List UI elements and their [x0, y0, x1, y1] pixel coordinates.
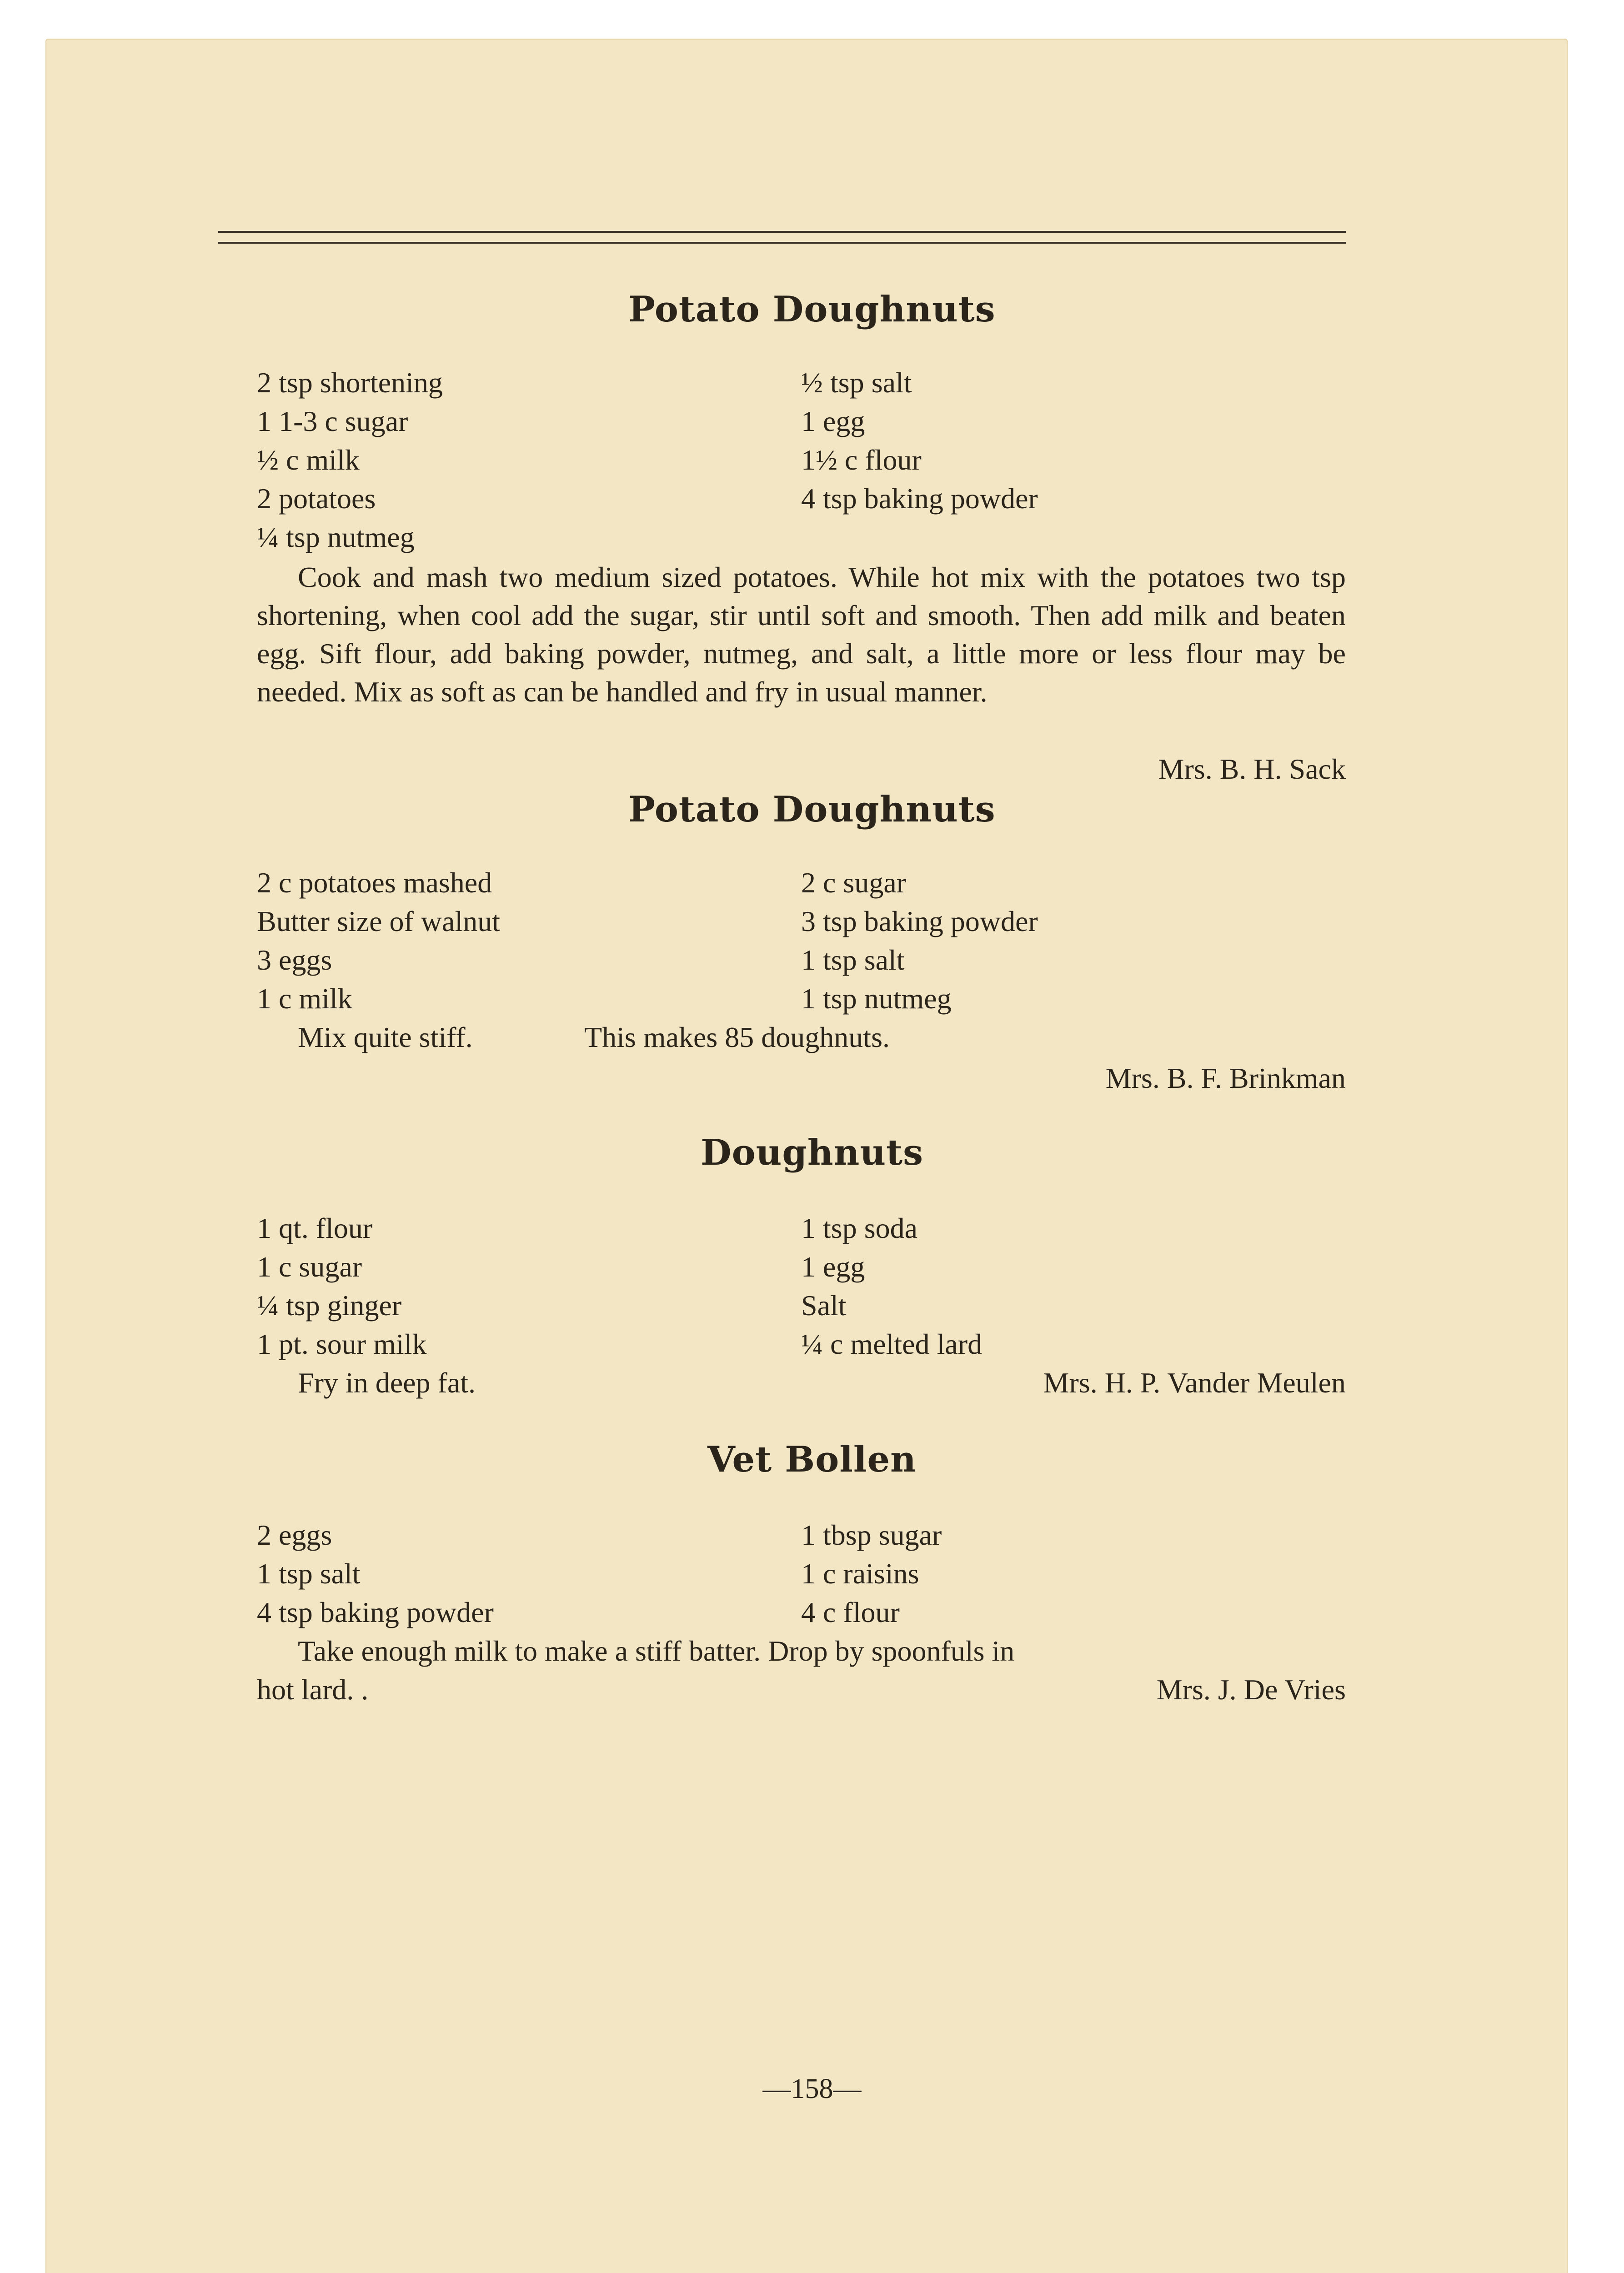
recipe-contributor: Mrs. J. De Vries: [1156, 1673, 1346, 1706]
recipe-contributor: Mrs. B. F. Brinkman: [1105, 1062, 1346, 1094]
recipe-title: Potato Doughnuts: [628, 289, 996, 330]
ingredient: 4 tsp baking powder: [801, 482, 1038, 515]
ingredient: ½ c milk: [257, 444, 360, 476]
recipe-note: Fry in deep fat.: [298, 1367, 476, 1399]
ingredient: 1 tsp soda: [801, 1212, 917, 1244]
recipe-title: Potato Doughnuts: [628, 789, 996, 830]
header-double-rule: [218, 231, 1346, 244]
recipe-title: Vet Bollen: [707, 1439, 917, 1480]
ingredient: 4 c flour: [801, 1596, 900, 1628]
ingredient: 3 eggs: [257, 944, 332, 976]
ingredient: 1½ c flour: [801, 444, 922, 476]
page-number: —158—: [762, 2073, 862, 2104]
ingredient: 1 pt. sour milk: [257, 1328, 427, 1360]
ingredient: ¼ tsp ginger: [257, 1289, 402, 1322]
ingredient: 1 tsp salt: [801, 944, 905, 976]
ingredient: 1 egg: [801, 1251, 865, 1283]
ingredient: 1 egg: [801, 405, 865, 437]
ingredient: 1 1-3 c sugar: [257, 405, 408, 437]
ingredient: 1 c milk: [257, 982, 352, 1015]
ingredient: 3 tsp baking powder: [801, 905, 1038, 937]
recipe-directions: hot lard. .: [257, 1673, 369, 1706]
ingredient: 2 potatoes: [257, 482, 376, 515]
ingredient: ¼ tsp nutmeg: [257, 521, 415, 553]
ingredient: ½ tsp salt: [801, 366, 912, 399]
ingredient: 1 tsp salt: [257, 1557, 361, 1590]
recipe-directions: Cook and mash two medium sized potatoes. While hot mix with the potatoes two tsp shortening, when cool add the sugar, stir until soft and smooth. Then add milk and beaten egg. Sift flour, add baking powder, nutmeg, and salt, a little more or less flour may be needed. Mix as soft as can be handled and fry in usual manner.: [257, 561, 1346, 708]
ingredient: 1 c raisins: [801, 1557, 919, 1590]
recipe-note: This makes 85 doughnuts.: [584, 1021, 890, 1053]
ingredient: 2 tsp shortening: [257, 366, 443, 399]
ingredient: 1 qt. flour: [257, 1212, 373, 1244]
ingredient: 1 tsp nutmeg: [801, 982, 952, 1015]
ingredient: 1 c sugar: [257, 1251, 362, 1283]
recipe-contributor: Mrs. B. H. Sack: [1158, 753, 1346, 785]
recipe-title: Doughnuts: [701, 1132, 923, 1173]
ingredient: Salt: [801, 1289, 847, 1322]
recipe-directions: Take enough milk to make a stiff batter. Drop by spoonfuls in: [298, 1635, 1015, 1667]
ingredient: ¼ c melted lard: [801, 1328, 982, 1360]
recipe-note: Mix quite stiff.: [298, 1021, 473, 1053]
ingredient: Butter size of walnut: [257, 905, 500, 937]
recipe-contributor: Mrs. H. P. Vander Meulen: [1043, 1367, 1346, 1399]
ingredient: 2 c potatoes mashed: [257, 866, 492, 899]
ingredient: 4 tsp baking powder: [257, 1596, 494, 1628]
ingredient: 2 eggs: [257, 1519, 332, 1551]
ingredient: 2 c sugar: [801, 866, 907, 899]
ingredient: 1 tbsp sugar: [801, 1519, 942, 1551]
